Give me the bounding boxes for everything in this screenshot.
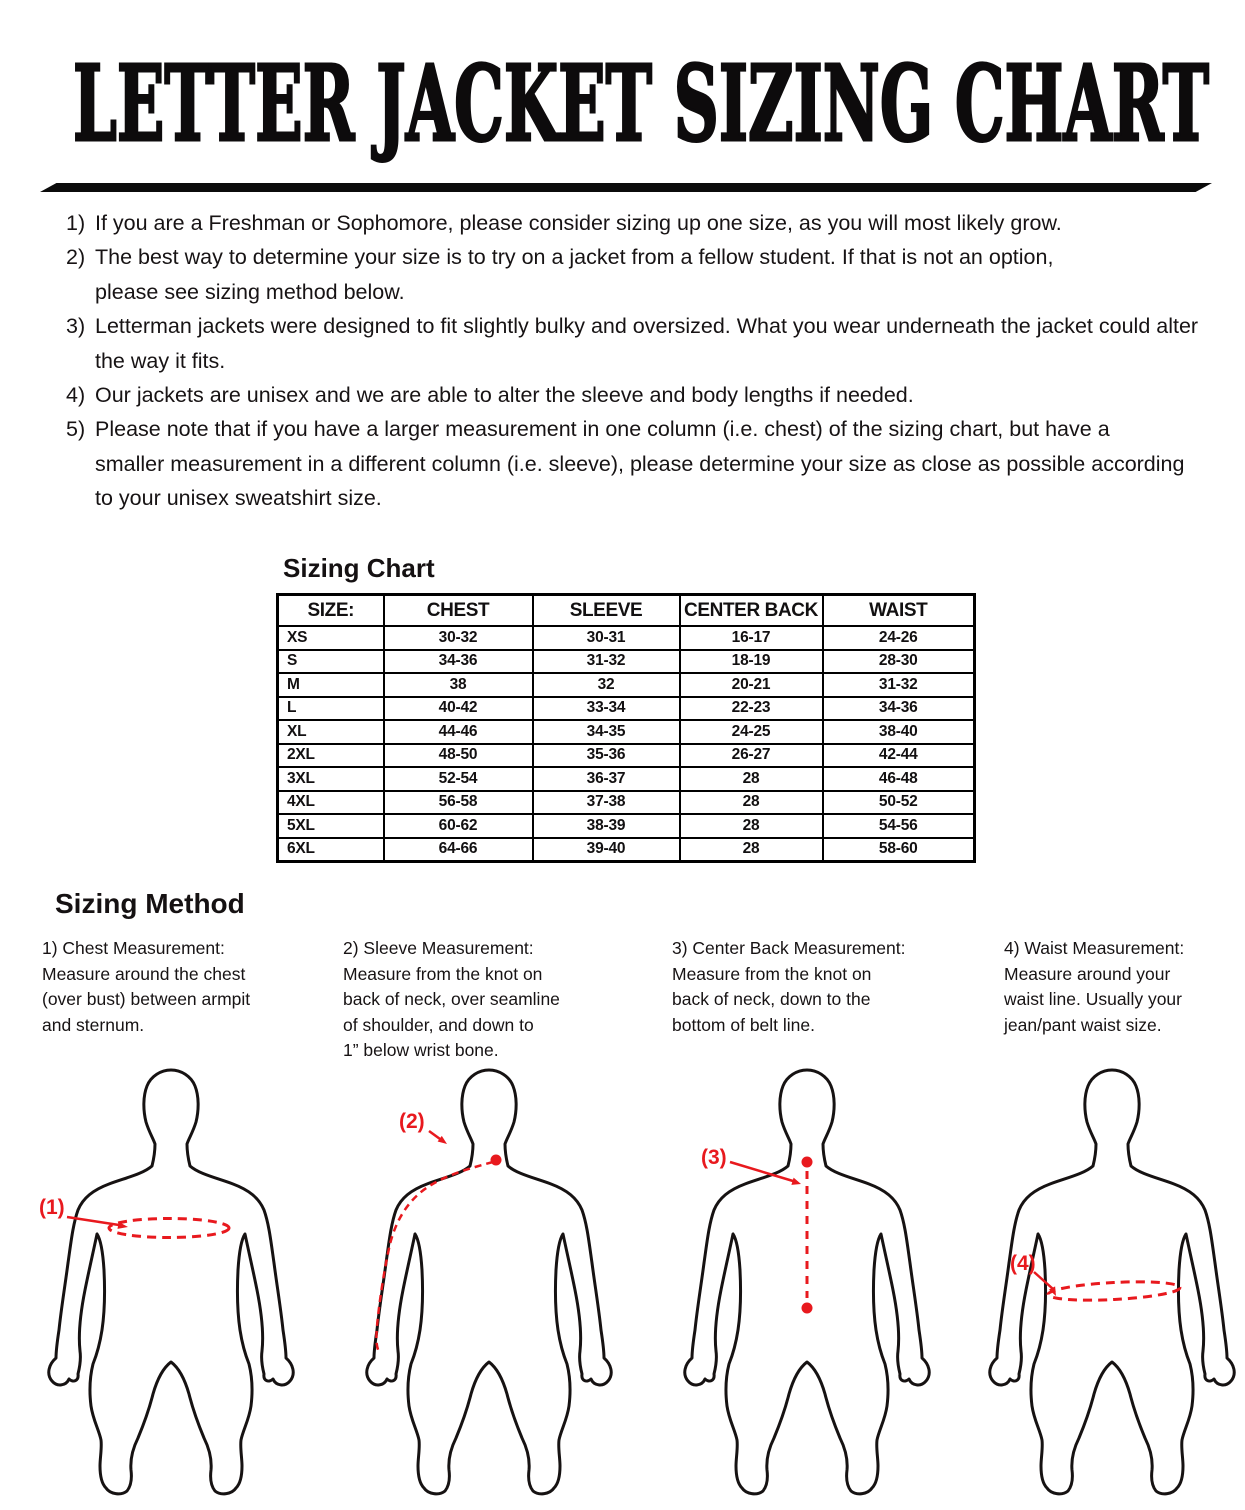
waist-cell: 54-56	[823, 814, 975, 838]
center-back-cell: 28	[680, 814, 823, 838]
size-cell: 4XL	[278, 791, 384, 815]
note-line: Our jackets are unisex and we are able to alter the sleeve and body lengths if needed.	[95, 383, 914, 408]
note-line: If you are a Freshman or Sophomore, please consider sizing up one size, as you will most likely grow.	[95, 211, 1062, 235]
sleeve-cell: 30-31	[533, 626, 680, 650]
note-text	[95, 206, 1062, 240]
body-outline	[49, 1070, 293, 1494]
center-back-cell: 28	[680, 767, 823, 791]
note-text	[95, 412, 1184, 515]
waist-cell: 31-32	[823, 673, 975, 697]
method-chest	[42, 936, 343, 1064]
center-back-cell: 24-25	[680, 720, 823, 744]
table-row	[278, 720, 975, 744]
sizing-method-figures	[0, 1058, 1245, 1510]
chest-cell: 64-66	[384, 838, 533, 862]
size-cell: S	[278, 650, 384, 674]
figure-waist-measurement	[967, 1058, 1245, 1510]
method-line: jean/pant waist size.	[1004, 1014, 1162, 1035]
sizing-chart-heading: Sizing Chart	[283, 553, 435, 583]
method-line: Measure around your	[1004, 963, 1171, 984]
notes-list	[66, 206, 1226, 516]
note-line: smaller measurement in a different column (i.e. sleeve), please determine your size as close as possible according	[95, 451, 1185, 476]
note-text	[95, 378, 914, 412]
note-item	[66, 240, 1226, 309]
sleeve-cell: 38-39	[533, 814, 680, 838]
figure-label-3: (3)	[701, 1146, 727, 1169]
body-figure-chest	[26, 1058, 316, 1510]
sleeve-cell: 33-34	[533, 697, 680, 721]
chest-cell: 38	[384, 673, 533, 697]
method-line: 3) Center Back Measurement:	[672, 938, 906, 958]
table-row	[278, 697, 975, 721]
note-line: Please note that if you have a larger measurement in one column (i.e. chest) of the sizing chart, but have a	[95, 417, 1110, 442]
method-line: 1) Chest Measurement:	[42, 938, 225, 958]
center-back-cell: 22-23	[680, 697, 823, 721]
note-item	[66, 412, 1226, 515]
figure-label-1: (1)	[39, 1196, 65, 1219]
note-line: please see sizing method below.	[95, 279, 405, 304]
method-line: Measure from the knot on	[343, 963, 543, 984]
sleeve-cell: 34-35	[533, 720, 680, 744]
waist-cell: 34-36	[823, 697, 975, 721]
center-back-cell: 18-19	[680, 650, 823, 674]
figure-center-back-measurement	[662, 1058, 952, 1510]
table-header-row	[278, 595, 975, 627]
sleeve-cell: 37-38	[533, 791, 680, 815]
waist-cell: 28-30	[823, 650, 975, 674]
figure-sleeve-measurement	[344, 1058, 634, 1510]
center-back-cell: 20-21	[680, 673, 823, 697]
chest-cell: 40-42	[384, 697, 533, 721]
page-title: LETTER JACKET SIZING CHART	[73, 42, 1210, 165]
note-line: Letterman jackets were designed to fit slightly bulky and oversized. What you wear underneath the jacket could alter	[95, 314, 1199, 339]
sizing-method-columns	[42, 936, 1232, 1064]
waist-cell: 50-52	[823, 791, 975, 815]
table-row	[278, 814, 975, 838]
method-line: Measure around the chest	[42, 963, 246, 984]
waist-cell: 46-48	[823, 767, 975, 791]
sizing-chart-table	[276, 593, 976, 863]
waist-cell: 58-60	[823, 838, 975, 862]
note-text	[95, 240, 1053, 309]
method-sleeve	[343, 936, 672, 1064]
note-line: the way it fits.	[95, 348, 226, 373]
center-back-cell: 26-27	[680, 744, 823, 768]
waist-cell: 38-40	[823, 720, 975, 744]
note-line: The best way to determine your size is to try on a jacket from a fellow student. If that is not an option,	[95, 245, 1054, 270]
note-line: to your unisex sweatshirt size.	[95, 486, 382, 511]
sizing-method-heading: Sizing Method	[55, 888, 245, 919]
col-header-waist: WAIST	[823, 595, 975, 627]
figure-chest-measurement	[26, 1058, 316, 1510]
method-line: 2) Sleeve Measurement:	[343, 938, 534, 958]
chest-cell: 56-58	[384, 791, 533, 815]
body-outline	[367, 1070, 611, 1494]
method-waist	[1004, 936, 1232, 1064]
chest-cell: 60-62	[384, 814, 533, 838]
neck-knot-dot	[802, 1157, 813, 1168]
body-figure-sleeve	[344, 1058, 634, 1510]
sleeve-cell: 35-36	[533, 744, 680, 768]
divider-rule	[40, 183, 1212, 192]
size-cell: XL	[278, 720, 384, 744]
size-cell: 2XL	[278, 744, 384, 768]
chest-cell: 48-50	[384, 744, 533, 768]
method-line: waist line. Usually your	[1004, 989, 1182, 1010]
waist-cell: 24-26	[823, 626, 975, 650]
col-header-size: SIZE:	[278, 595, 384, 627]
note-item	[66, 206, 1226, 240]
method-line: and sternum.	[42, 1014, 145, 1035]
table-row	[278, 744, 975, 768]
sleeve-cell: 32	[533, 673, 680, 697]
size-cell: 5XL	[278, 814, 384, 838]
table-row	[278, 791, 975, 815]
sleeve-cell: 36-37	[533, 767, 680, 791]
center-back-cell: 16-17	[680, 626, 823, 650]
note-item	[66, 309, 1226, 378]
table-row	[278, 838, 975, 862]
method-center-back	[672, 936, 1004, 1064]
chest-cell: 34-36	[384, 650, 533, 674]
note-number: 2)	[66, 245, 86, 270]
note-number: 1)	[66, 211, 86, 235]
table-row	[278, 673, 975, 697]
sleeve-cell: 31-32	[533, 650, 680, 674]
figure-label-4: (4)	[1009, 1252, 1036, 1275]
size-cell: XS	[278, 626, 384, 650]
method-line: (over bust) between armpit	[42, 989, 251, 1010]
waist-cell: 42-44	[823, 744, 975, 768]
note-item	[66, 378, 1226, 412]
chest-cell: 44-46	[384, 720, 533, 744]
center-back-cell: 28	[680, 838, 823, 862]
note-number: 5)	[66, 417, 86, 442]
size-cell: L	[278, 697, 384, 721]
note-number: 4)	[66, 383, 86, 408]
pointer-arrow	[429, 1131, 440, 1139]
method-line: Measure from the knot on	[672, 963, 872, 984]
body-figure-waist	[967, 1058, 1245, 1510]
table-row	[278, 626, 975, 650]
method-line: 4) Waist Measurement:	[1004, 938, 1185, 958]
col-header-center-back: CENTER BACK	[680, 595, 823, 627]
note-number: 3)	[66, 314, 86, 339]
center-back-cell: 28	[680, 791, 823, 815]
method-line: 1” below wrist bone.	[343, 1040, 499, 1061]
table-row	[278, 650, 975, 674]
size-cell: 3XL	[278, 767, 384, 791]
col-header-sleeve: SLEEVE	[533, 595, 680, 627]
note-text	[95, 309, 1198, 378]
table-row	[278, 767, 975, 791]
chest-cell: 52-54	[384, 767, 533, 791]
body-figure-center-back	[662, 1058, 952, 1510]
method-line: bottom of belt line.	[672, 1014, 815, 1035]
method-line: of shoulder, and down to	[343, 1014, 534, 1035]
sleeve-cell: 39-40	[533, 838, 680, 862]
chest-cell: 30-32	[384, 626, 533, 650]
size-cell: 6XL	[278, 838, 384, 862]
belt-line-dot	[802, 1303, 813, 1314]
figure-label-2: (2)	[399, 1110, 425, 1133]
col-header-chest: CHEST	[384, 595, 533, 627]
size-cell: M	[278, 673, 384, 697]
neck-knot-dot	[491, 1155, 502, 1166]
method-line: back of neck, down to the	[672, 989, 871, 1010]
method-line: back of neck, over seamline	[343, 989, 560, 1010]
